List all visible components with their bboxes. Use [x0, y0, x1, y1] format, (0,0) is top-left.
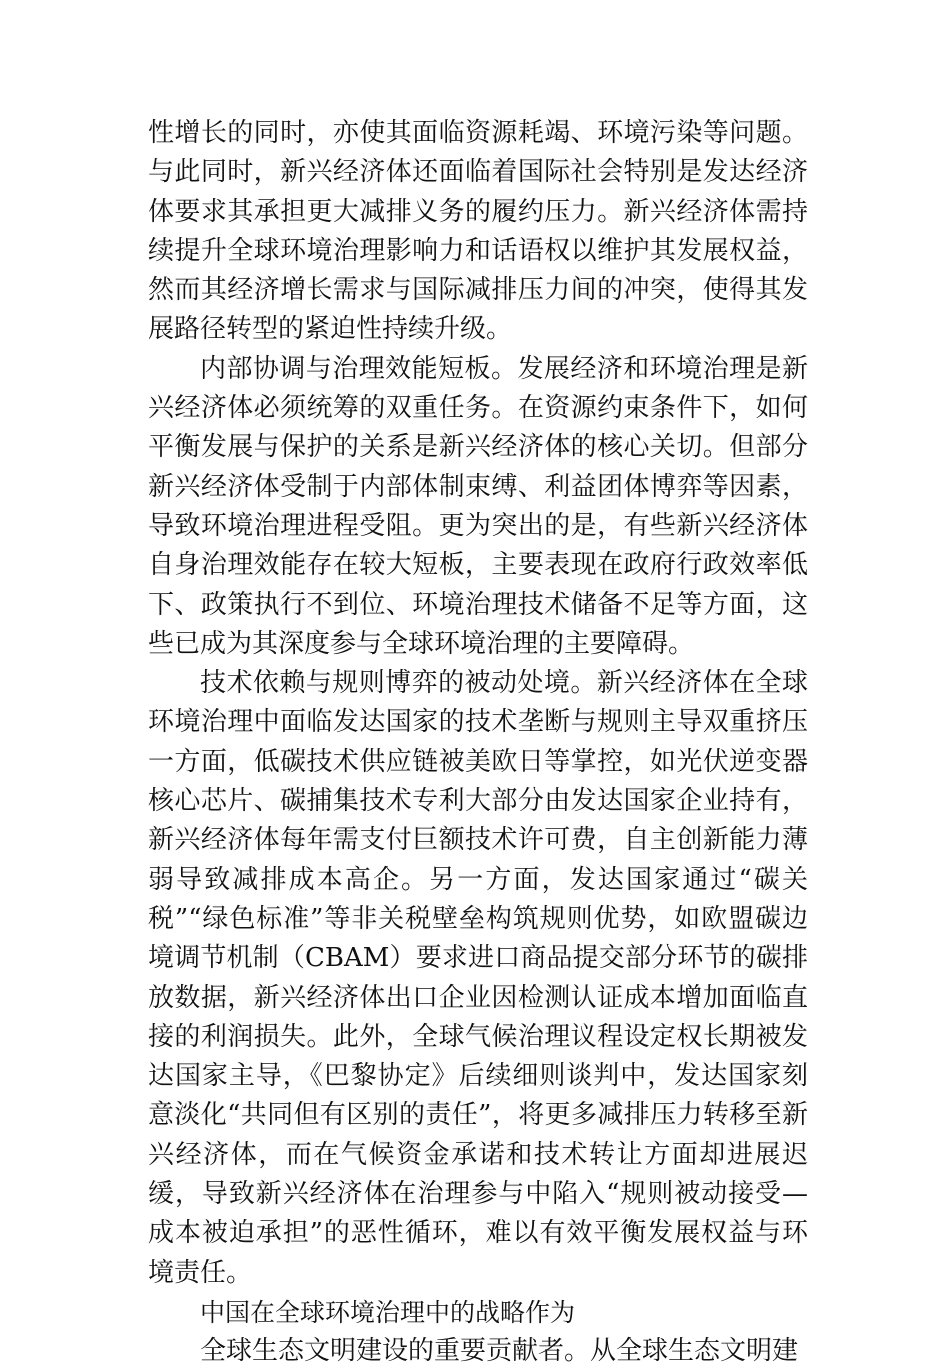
paragraph-technology-dependence: 技术依赖与规则博弈的被动处境。新兴经济体在全球环境治理中面临发达国家的技术垄断与规则主导双重挤压一方面，低碳技术供应链被美欧日等掌控，如光伏逆变器核心芯片、碳捕集技术专利大部分由发达国家企业持有，新兴经济体每年需支付巨额技术许可费，自主创新能力薄弱导致减排成本高企。另一方面，发达国家通过“碳关税”“绿色标准”等非关税壁垒构筑规则优势，如欧盟碳边境调节机制（CBAM）要求进口商品提交部分环节的碳排放数据，新兴经济体出口企业因检测认证成本增加面临直接的利润损失。此外，全球气候治理议程设定权长期被发达国家主导，《巴黎协定》后续细则谈判中，发达国家刻意淡化“共同但有区别的责任”，将更多减排压力转移至新兴经济体，而在气候资金承诺和技术转让方面却进展迟缓，导致新兴经济体在治理参与中陷入“规则被动接受—成本被迫承担”的恶性循环，难以有效平衡发展权益与环境责任。 — [148, 668, 808, 1288]
section-heading-china-strategy: 中国在全球环境治理中的战略作为 — [200, 1297, 576, 1327]
paragraph-internal-coordination: 内部协调与治理效能短板。发展经济和环境治理是新兴经济体必须统筹的双重任务。在资源约束条件下，如何平衡发展与保护的关系是新兴经济体的核心关切。但部分新兴经济体受制于内部体制束缚、利益团体博弈等因素，导致环境治理进程受阻。更为突出的是，有些新兴经济体自身治理效能存在较大短板，主要表现在政府行政效率低下、政策执行不到位、环境治理技术储备不足等方面，这些已成为其深度参与全球环境治理的主要障碍。 — [148, 353, 808, 659]
paragraph-ecological-civilization: 全球生态文明建设的重要贡献者。从全球生态文明建 — [200, 1336, 799, 1367]
document-page — [148, 114, 808, 1372]
paragraph-development-pressure: 性增长的同时，亦使其面临资源耗竭、环境污染等问题。与此同时，新兴经济体还面临着国际社会特别是发达经济体要求其承担更大减排义务的履约压力。新兴经济体需持续提升全球环境治理影响力和话语权以维护其发展权益，然而其经济增长需求与国际减排压力间的冲突，使得其发展路径转型的紧迫性持续升级。 — [148, 118, 808, 345]
